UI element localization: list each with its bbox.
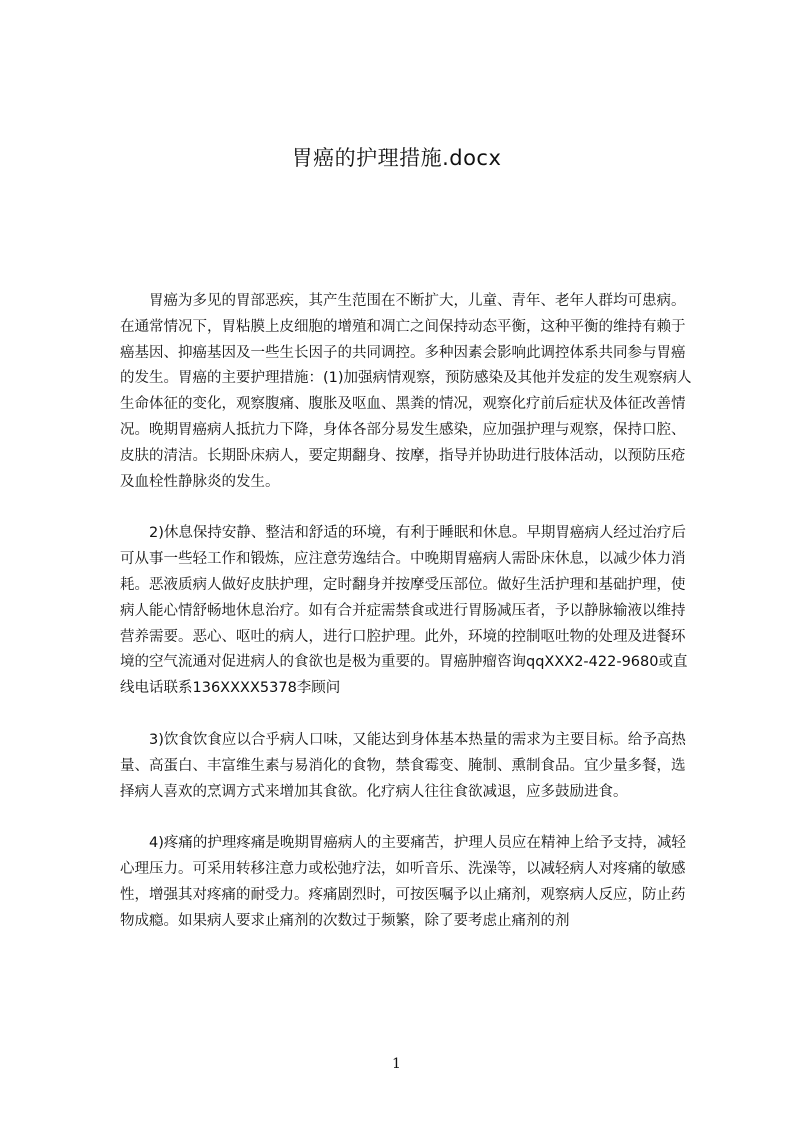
paragraph-rest: 2)休息保持安静、整洁和舒适的环境，有利于睡眠和休息。早期胃癌病人经过治疗后可从事一些轻工作和锻炼，应注意劳逸结合。中晚期胃癌病人需卧床休息，以减少体力消耗。恶液质病人做好皮肤护理，定时翻身并按摩受压部位。做好生活护理和基础护理，使病人能心情舒畅地休息治疗。如有合并症需禁食或进行胃肠减压者，予以静脉输液以维持营养需要。恶心、呕吐的病人，进行口腔护理。此外，环境的控制呕吐物的处理及进餐环境的空气流通对促进病人的食欲也是极为重要的。胃癌肿瘤咨询qqXXX2-422-9680或直线电话联系136XXXX5378李顾问 <box>120 525 688 697</box>
document-body <box>120 289 696 960</box>
document-title: 胃癌的护理措施.docx <box>291 146 502 170</box>
paragraph-intro: 胃癌为多见的胃部恶疾，其产生范围在不断扩大，儿童、青年、老年人群均可患病。在通常情况下，胃粘膜上皮细胞的增殖和凋亡之间保持动态平衡，这种平衡的维持有赖于癌基因、抑癌基因及一些生长因子的共同调控。多种因素会影响此调控体系共同参与胃癌的发生。胃癌的主要护理措施：(1)加强病情观察，预防感染及其他并发症的发生观察病人生命体征的变化，观察腹痛、腹胀及呕血、黑粪的情况，观察化疗前后症状及体征改善情况。晚期胃癌病人抵抗力下降，身体各部分易发生感染，应加强护理与观察，保持口腔、皮肤的清洁。长期卧床病人，要定期翻身、按摩，指导并协助进行肢体活动，以预防压疮及血栓性静脉炎的发生。 <box>120 293 692 490</box>
page-number: 1 <box>392 1056 401 1072</box>
paragraph-pain: 4)疼痛的护理疼痛是晚期胃癌病人的主要痛苦，护理人员应在精神上给予支持，减轻心理压力。可采用转移注意力或松弛疗法，如听音乐、洗澡等，以减轻病人对疼痛的敏感性，增强其对疼痛的耐受力。疼痛剧烈时，可按医嘱予以止痛剂，观察病人反应，防止药物成瘾。如果病人要求止痛剂的次数过于频繁，除了要考虑止痛剂的剂 <box>120 835 686 929</box>
paragraph-diet: 3)饮食饮食应以合乎病人口味，又能达到身体基本热量的需求为主要目标。给予高热量、高蛋白、丰富维生素与易消化的食物，禁食霉变、腌制、熏制食品。宜少量多餐，选择病人喜欢的烹调方式来增加其食欲。化疗病人往往食欲减退，应多鼓励进食。 <box>120 731 686 800</box>
